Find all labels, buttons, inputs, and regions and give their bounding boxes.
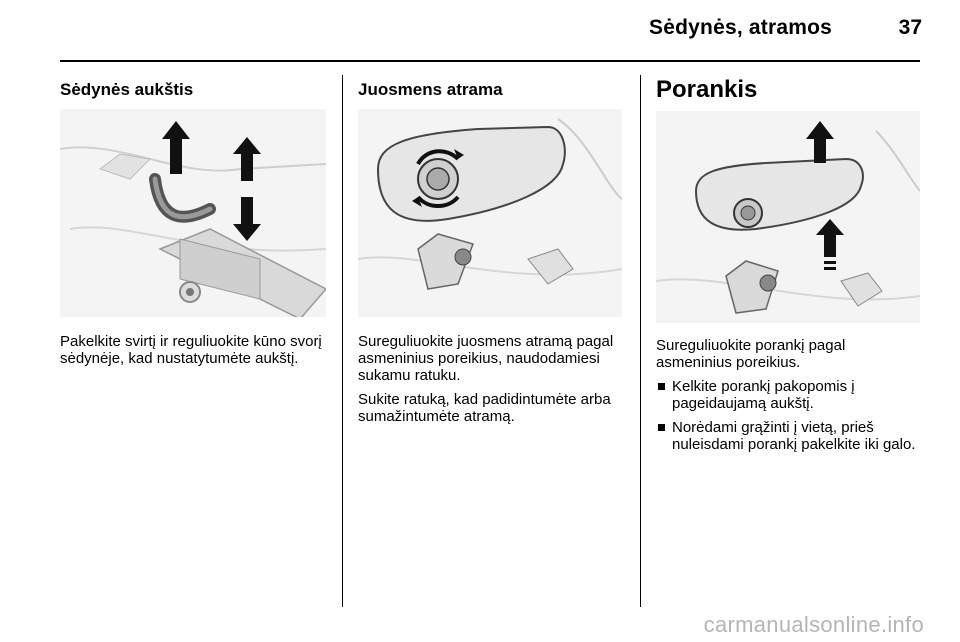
- armrest-illustration: [656, 111, 920, 323]
- paragraph: Sukite ratuką, kad padidintumėte arba sumažintumėte atramą.: [358, 391, 611, 425]
- section-seat-height: [60, 75, 328, 374]
- column-divider: [342, 75, 343, 607]
- list-item: Norėdami grąžinti į vietą, prieš nuleisdami porankį pakelkite iki galo.: [656, 419, 920, 453]
- header-rule: [60, 60, 920, 62]
- paragraph: Pakelkite svirtį ir reguliuokite kūno svorį sėdynėje, kad nustatytumėte aukštį.: [60, 333, 322, 367]
- seat-height-lever-illustration: [60, 109, 326, 317]
- list-item: Kelkite porankį pakopomis į pageidaujamą aukštį.: [656, 378, 920, 412]
- section-armrest: [656, 75, 920, 460]
- paragraph: Sureguliuokite porankį pagal asmeninius poreikius.: [656, 337, 846, 371]
- page-title: Sėdynės, atramos: [649, 16, 832, 39]
- paragraph: Sureguliuokite juosmens atramą pagal asmeninius poreikius, naudodamiesi sukamu ratuku.: [358, 333, 614, 384]
- bullet-square-icon: [658, 424, 665, 431]
- section-heading: Porankis: [656, 76, 758, 103]
- watermark: carmanualsonline.info: [703, 612, 924, 637]
- column-divider: [640, 75, 641, 607]
- bullet-list: [656, 378, 920, 453]
- lumbar-support-wheel-illustration: [358, 109, 622, 317]
- bullet-square-icon: [658, 383, 665, 390]
- page-number: 37: [898, 16, 922, 39]
- section-heading: Juosmens atrama: [358, 80, 503, 99]
- section-heading: Sėdynės aukštis: [60, 80, 194, 99]
- section-lumbar-support: [358, 75, 626, 432]
